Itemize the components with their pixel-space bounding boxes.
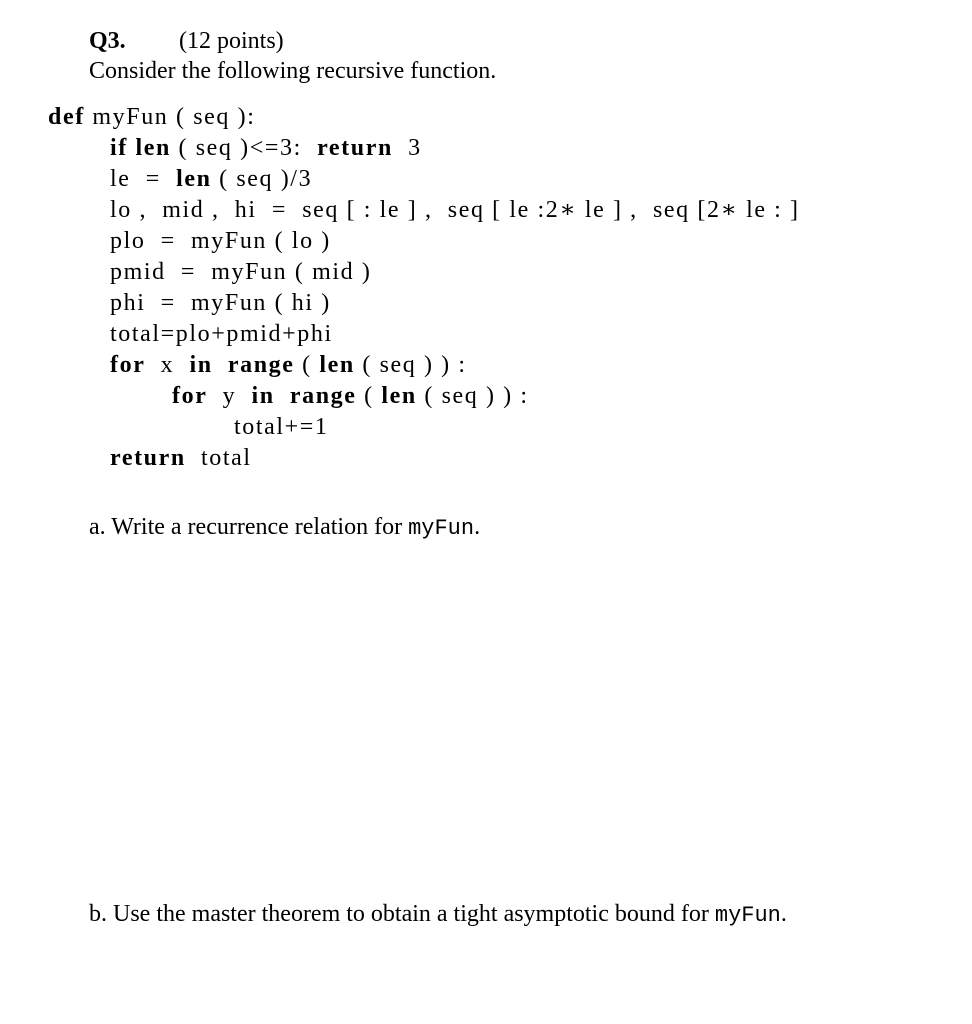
question-points: (12 points) [179, 28, 284, 54]
keyword-for: for [110, 352, 146, 378]
part-b-suffix: . [780, 901, 787, 927]
keyword-len: len [381, 383, 417, 409]
keyword-return: return [110, 445, 186, 471]
part-b [89, 899, 787, 931]
part-a-text: a. Write a recurrence relation for [89, 514, 409, 540]
code-paren: ( [356, 383, 382, 409]
keyword-for: for [172, 383, 208, 409]
code-line-12 [110, 443, 252, 474]
keyword-in: in [189, 352, 213, 378]
code-line-5: plo = myFun ( lo ) [110, 228, 331, 254]
keyword-range: range [289, 383, 357, 409]
code-space [213, 352, 228, 378]
code-paren: ( [294, 352, 320, 378]
question-header [89, 26, 284, 56]
code-line-9-text: ( seq ) ) : [354, 352, 467, 378]
keyword-in: in [251, 383, 275, 409]
code-line-2-value: 3 [392, 135, 422, 161]
code-line-3 [110, 164, 312, 195]
keyword-if: if [110, 135, 128, 161]
keyword-def: def [48, 104, 85, 130]
code-line-7: phi = myFun ( hi ) [110, 290, 331, 316]
code-line-8: total=plo+pmid+phi [110, 321, 333, 347]
part-a [89, 512, 480, 544]
code-line-11: total+=1 [234, 414, 329, 440]
code-line-10 [172, 381, 529, 412]
code-line-10-text: ( seq ) ) : [416, 383, 529, 409]
code-line-9 [110, 350, 467, 381]
code-line-1 [48, 102, 255, 133]
part-a-suffix: . [474, 514, 481, 540]
keyword-range: range [227, 352, 295, 378]
keyword-return: return [317, 135, 393, 161]
code-line-3-pre: le = [110, 166, 177, 192]
part-b-code: myFun [714, 903, 781, 928]
part-a-code: myFun [408, 516, 475, 541]
code-line-3-text: ( seq )/3 [211, 166, 313, 192]
code-line-4: lo , mid , hi = seq [ : le ] , seq [ le :2∗ le ] , seq [2∗ le : ] [110, 197, 800, 223]
part-b-text: b. Use the master theorem to obtain a tight asymptotic bound for [89, 901, 715, 927]
code-line-6: pmid = myFun ( mid ) [110, 259, 372, 285]
code-line-9-var: x [145, 352, 190, 378]
question-intro: Consider the following recursive function. [89, 58, 497, 84]
keyword-len: len [135, 135, 171, 161]
code-line-12-text: total [185, 445, 252, 471]
code-space [275, 383, 290, 409]
question-number: Q3. [89, 28, 126, 54]
code-line-2-text: ( seq )<=3: [170, 135, 318, 161]
keyword-len: len [319, 352, 355, 378]
keyword-len: len [176, 166, 212, 192]
code-line-1-text: myFun ( seq ): [84, 104, 256, 130]
code-line-10-var: y [207, 383, 252, 409]
code-line-2 [110, 133, 422, 164]
